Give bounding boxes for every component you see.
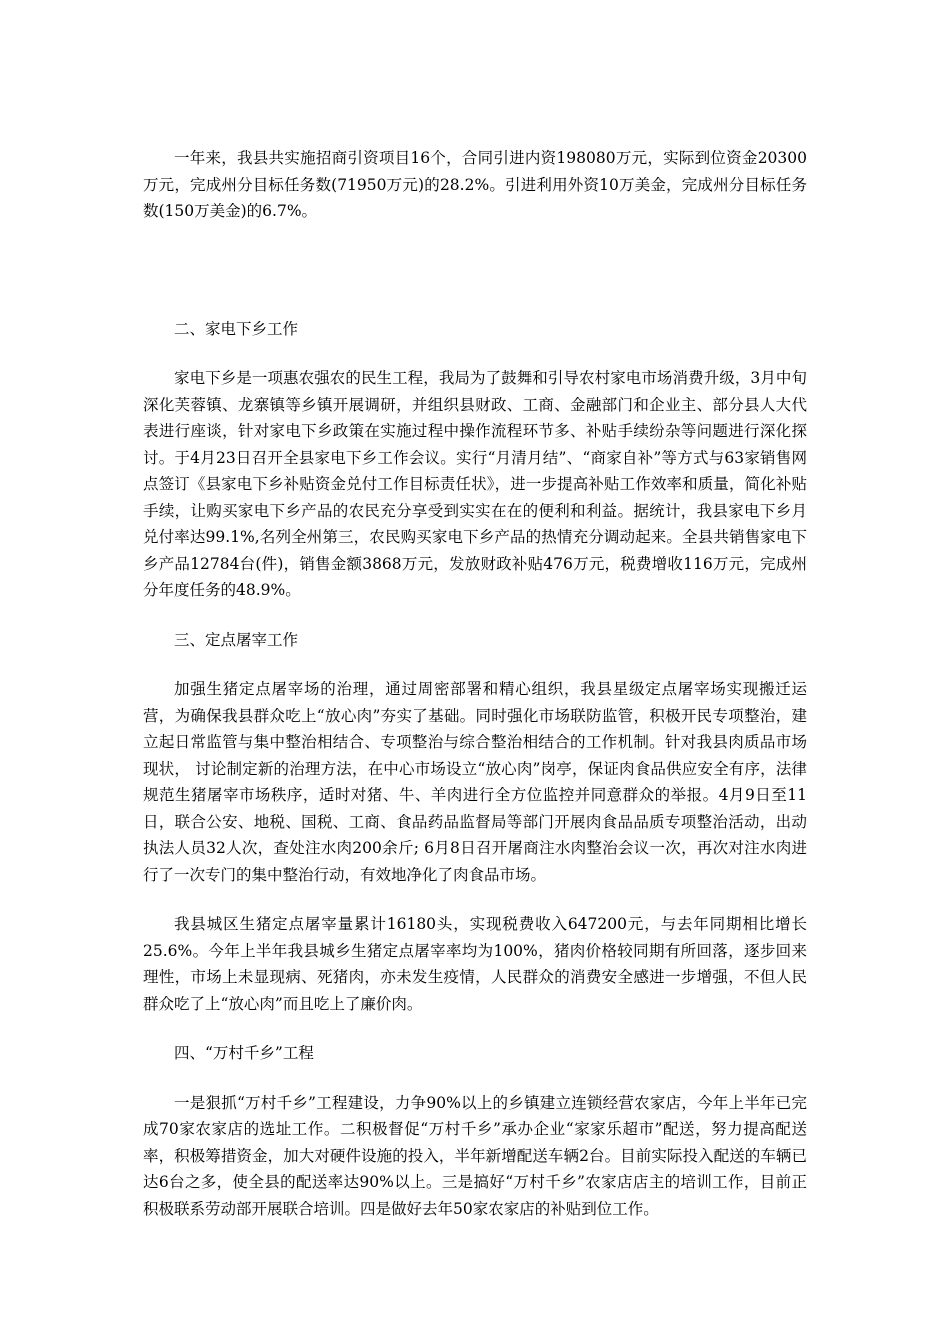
- paragraph-slaughter-results: 我县城区生猪定点屠宰量累计16180头，实现税费收入647200元，与去年同期相比增长25.6%。今年上半年我县城乡生猪定点屠宰率均为100%，猪肉价格较同期有所回落，逐步回来理性，市场上未显现病、死猪肉，亦未发生疫情，人民群众的消费安全感进一步增强，不但人民群众吃了上“放心肉”而且吃上了廉价肉。: [143, 915, 807, 1013]
- section-heading-slaughter: 三、定点屠宰工作: [174, 630, 299, 649]
- paragraph-investment: 一年来，我县共实施招商引资项目16个，合同引进内资198080万元，实际到位资金20300万元，完成州分目标任务数(71950万元)的28.2%。引进利用外资10万美金，完成州分目标任务数(150万美金)的6.7%。: [143, 149, 807, 220]
- paragraph-slaughter-management: 加强生猪定点屠宰场的治理，通过周密部署和精心组织，我县星级定点屠宰场实现搬迁运营，为确保我县群众吃上“放心肉”夯实了基础。同时强化市场联防监管，积极开民专项整治，建立起日常监管与集中整治相结合、专项整治与综合整治相结合的工作机制。针对我县肉质品市场现状， 讨论制定新的治理方法，在中心市场设立“放心肉”岗亭，保证肉食品供应安全有序，法律规范生猪屠宰市场秩序，适时对猪、牛、羊肉进行全方位监控并同意群众的举报。4月9日至11日，联合公安、地税、国税、工商、食品药品监督局等部门开展肉食品品质专项整治活动，出动执法人员32人次，查处注水肉200余斤; 6月8日召开屠商注水肉整治会议一次，再次对注水肉进行了一次专门的集中整治行动，有效地净化了肉食品市场。: [143, 680, 807, 884]
- paragraph-villages: 一是狠抓“万村千乡”工程建设，力争90%以上的乡镇建立连锁经营农家店，今年上半年已完成70家农家店的选址工作。二积极督促“万村千乡”承办企业“家家乐超市”配送，努力提高配送率，积极筹措资金，加大对硬件设施的投入，半年新增配送车辆2台。目前实际投入配送的车辆已达6台之多，使全县的配送率达90%以上。三是搞好“万村千乡”农家店店主的培训工作，目前正积极联系劳动部开展联合培训。四是做好去年50家农家店的补贴到位工作。: [143, 1093, 807, 1218]
- section-heading-appliances: 二、家电下乡工作: [174, 319, 299, 338]
- paragraph-appliances: 家电下乡是一项惠农强农的民生工程，我局为了鼓舞和引导农村家电市场消费升级，3月中旬深化芙蓉镇、龙寨镇等乡镇开展调研，并组织县财政、工商、金融部门和企业主、部分县人大代表进行座谈，针对家电下乡政策在实施过程中操作流程环节多、补贴手续纷杂等问题进行深化探讨。于4月23日召开全县家电下乡工作会议。实行“月清月结”、“商家自补”等方式与63家销售网点签订《县家电下乡补贴资金兑付工作目标责任状》，进一步提高补贴工作效率和质量，简化补贴手续，让购买家电下乡产品的农民充分享受到实实在在的便利和利益。据统计，我县家电下乡月兑付率达99.1%,名列全州第三，农民购买家电下乡产品的热情充分调动起来。全县共销售家电下乡产品12784台(件)，销售金额3868万元，发放财政补贴476万元，税费增收116万元，完成州分年度任务的48.9%。: [143, 369, 807, 599]
- section-heading-villages: 四、“万村千乡”工程: [174, 1044, 314, 1062]
- document-page: [143, 145, 807, 1222]
